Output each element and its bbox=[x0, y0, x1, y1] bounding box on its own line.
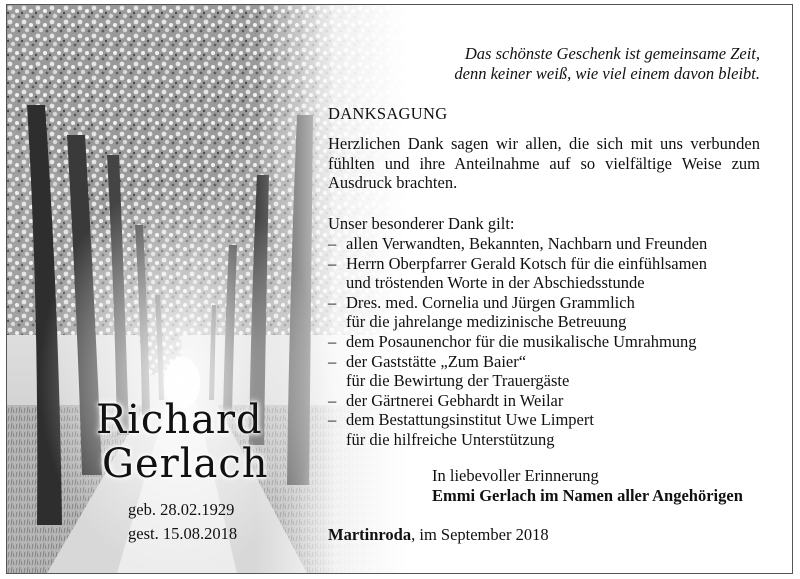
item-line: für die hilfreiche Unterstützung bbox=[346, 429, 555, 449]
last-name: Gerlach bbox=[102, 441, 269, 487]
list-item bbox=[328, 332, 768, 352]
item-line: Herrn Oberpfarrer Gerald Kotsch für die einfühlsamen bbox=[346, 253, 708, 273]
item-line: allen Verwandten, Bekannten, Nachbarn und Freunden bbox=[346, 234, 708, 253]
dash: – bbox=[328, 390, 337, 410]
heading: DANKSAGUNG bbox=[328, 104, 448, 123]
date: , im September 2018 bbox=[411, 525, 549, 544]
item-line: dem Bestattungsinstitut Uwe Limpert bbox=[346, 410, 594, 430]
signer: Emmi Gerlach im Namen aller Angehörigen bbox=[432, 486, 743, 505]
thanks-list bbox=[328, 234, 768, 450]
dash: – bbox=[328, 253, 337, 273]
item-line: dem Posaunenchor für die musikalische Umrahmung bbox=[346, 331, 697, 351]
list-item bbox=[328, 410, 768, 449]
dash: – bbox=[328, 234, 337, 253]
item-line: für die jahrelange medizinische Betreuung bbox=[346, 312, 627, 332]
place: Martinroda bbox=[328, 525, 412, 544]
quote bbox=[360, 44, 760, 84]
list-item bbox=[328, 293, 768, 332]
list-item bbox=[328, 254, 768, 293]
list-item bbox=[328, 352, 768, 391]
first-name: Richard bbox=[96, 397, 263, 443]
dash: – bbox=[328, 331, 337, 351]
item-line: der Gärtnerei Gebhardt in Weilar bbox=[346, 390, 564, 410]
dash: – bbox=[328, 292, 337, 312]
item-line: Dres. med. Cornelia und Jürgen Grammlich bbox=[346, 292, 635, 312]
dash: – bbox=[328, 410, 337, 430]
item-line: der Gaststätte „Zum Baier“ bbox=[346, 351, 527, 371]
quote-line: Das schönste Geschenk ist gemeinsame Zeit, bbox=[464, 44, 760, 63]
quote-line: denn keiner weiß, wie viel einem davon bleibt. bbox=[454, 64, 760, 83]
item-line: und tröstenden Worte in der Abschiedsstunde bbox=[346, 273, 645, 293]
deceased-name bbox=[96, 398, 286, 486]
death-date: gest. 15.08.2018 bbox=[128, 524, 238, 543]
in-memory-line: In liebevoller Erinnerung bbox=[432, 466, 599, 485]
place-date bbox=[328, 525, 549, 545]
thanks-paragraph: Herzlichen Dank sagen wir allen, die sich mit uns verbunden fühlten und ihre Anteilnahme auf so vielfältige Weise zum Ausdruck brachten. bbox=[328, 134, 760, 192]
list-item bbox=[328, 391, 768, 411]
special-thanks-intro: Unser besonderer Dank gilt: bbox=[328, 214, 515, 233]
birth-date: geb. 28.02.1929 bbox=[128, 500, 235, 519]
dash: – bbox=[328, 351, 337, 371]
item-line: für die Bewirtung der Trauergäste bbox=[346, 371, 570, 391]
list-item bbox=[328, 234, 768, 254]
